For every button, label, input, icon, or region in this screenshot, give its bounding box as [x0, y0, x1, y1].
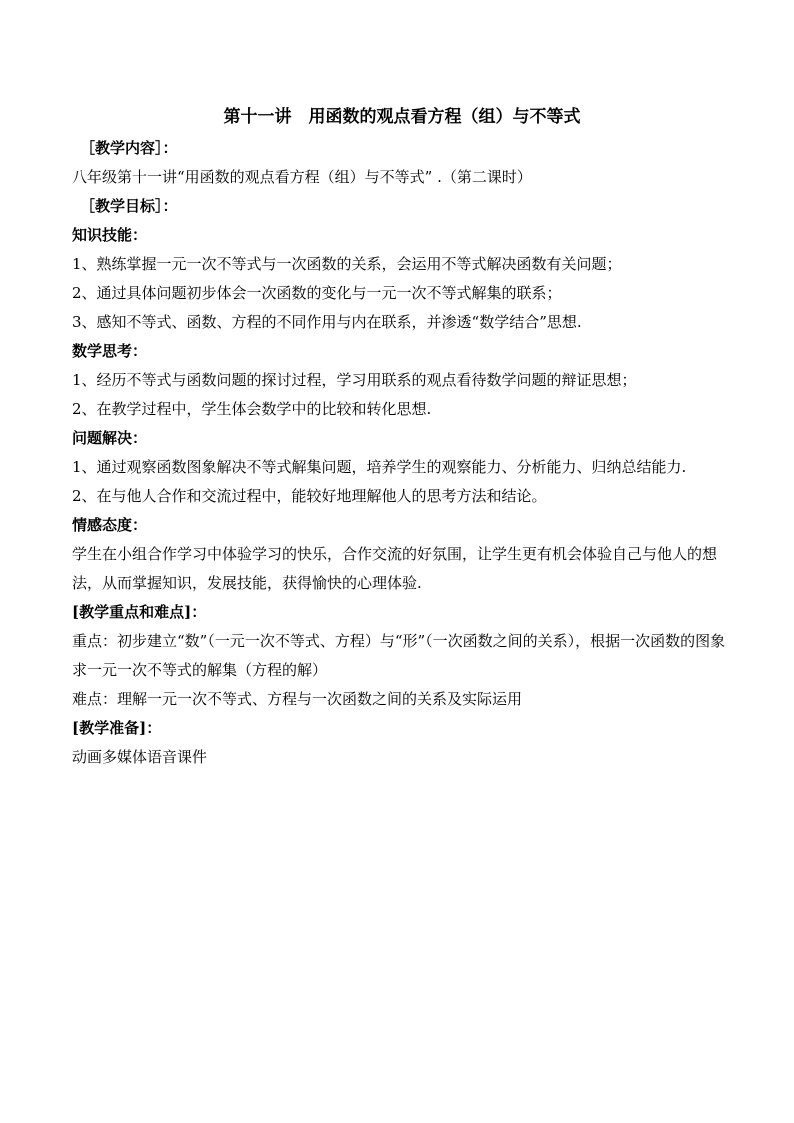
- key-difficult-heading: [教学重点和难点]：: [72, 603, 207, 621]
- teaching-prep-heading: [教学准备]：: [72, 719, 162, 737]
- thinking-item-1: 1、经历不等式与函数问题的探讨过程，学习用联系的观点看待数学问题的辩证思想；: [72, 371, 637, 389]
- key-point-text: 重点：初步建立“数”（一元一次不等式、方程）与“形”（一次函数之间的关系），根据一次函数的图象求一元一次不等式的解集（方程的解）: [72, 632, 726, 679]
- problem-solving-heading: 问题解决：: [72, 429, 148, 447]
- problem-item-1: 1、通过观察函数图象解决不等式解集问题，培养学生的观察能力、分析能力、归纳总结能力.: [72, 458, 687, 476]
- knowledge-item-1: 1、熟练掌握一元一次不等式与一次函数的关系，会运用不等式解决函数有关问题；: [72, 255, 622, 273]
- teaching-goals-heading: ［教学目标］：: [80, 197, 178, 215]
- teaching-prep-text: 动画多媒体语音课件: [72, 748, 208, 766]
- knowledge-item-2: 2、通过具体问题初步体会一次函数的变化与一元一次不等式解集的联系；: [72, 284, 562, 302]
- teaching-content-heading: ［教学内容］：: [80, 139, 178, 157]
- knowledge-item-3: 3、感知不等式、函数、方程的不同作用与内在联系，并渗透“数学结合”思想.: [72, 313, 582, 331]
- problem-item-2: 2、在与他人合作和交流过程中，能较好地理解他人的思考方法和结论。: [72, 487, 547, 505]
- attitude-heading: 情感态度：: [72, 516, 148, 534]
- thinking-item-2: 2、在教学过程中，学生体会数学中的比较和转化思想.: [72, 400, 432, 418]
- knowledge-skills-heading: 知识技能：: [72, 226, 148, 244]
- math-thinking-heading: 数学思考：: [72, 342, 148, 360]
- difficult-point-text: 难点：理解一元一次不等式、方程与一次函数之间的关系及实际运用: [72, 690, 523, 708]
- document-page: [72, 104, 732, 772]
- document-title: 第十一讲 用函数的观点看方程（组）与不等式: [223, 107, 581, 127]
- attitude-text: 学生在小组合作学习中体验学习的快乐，合作交流的好氛围，让学生更有机会体验自己与他人的想法，从而掌握知识，发展技能，获得愉快的心理体验.: [72, 545, 718, 592]
- teaching-content-text: 八年级第十一讲“用函数的观点看方程（组）与不等式” .（第二课时）: [72, 168, 532, 186]
